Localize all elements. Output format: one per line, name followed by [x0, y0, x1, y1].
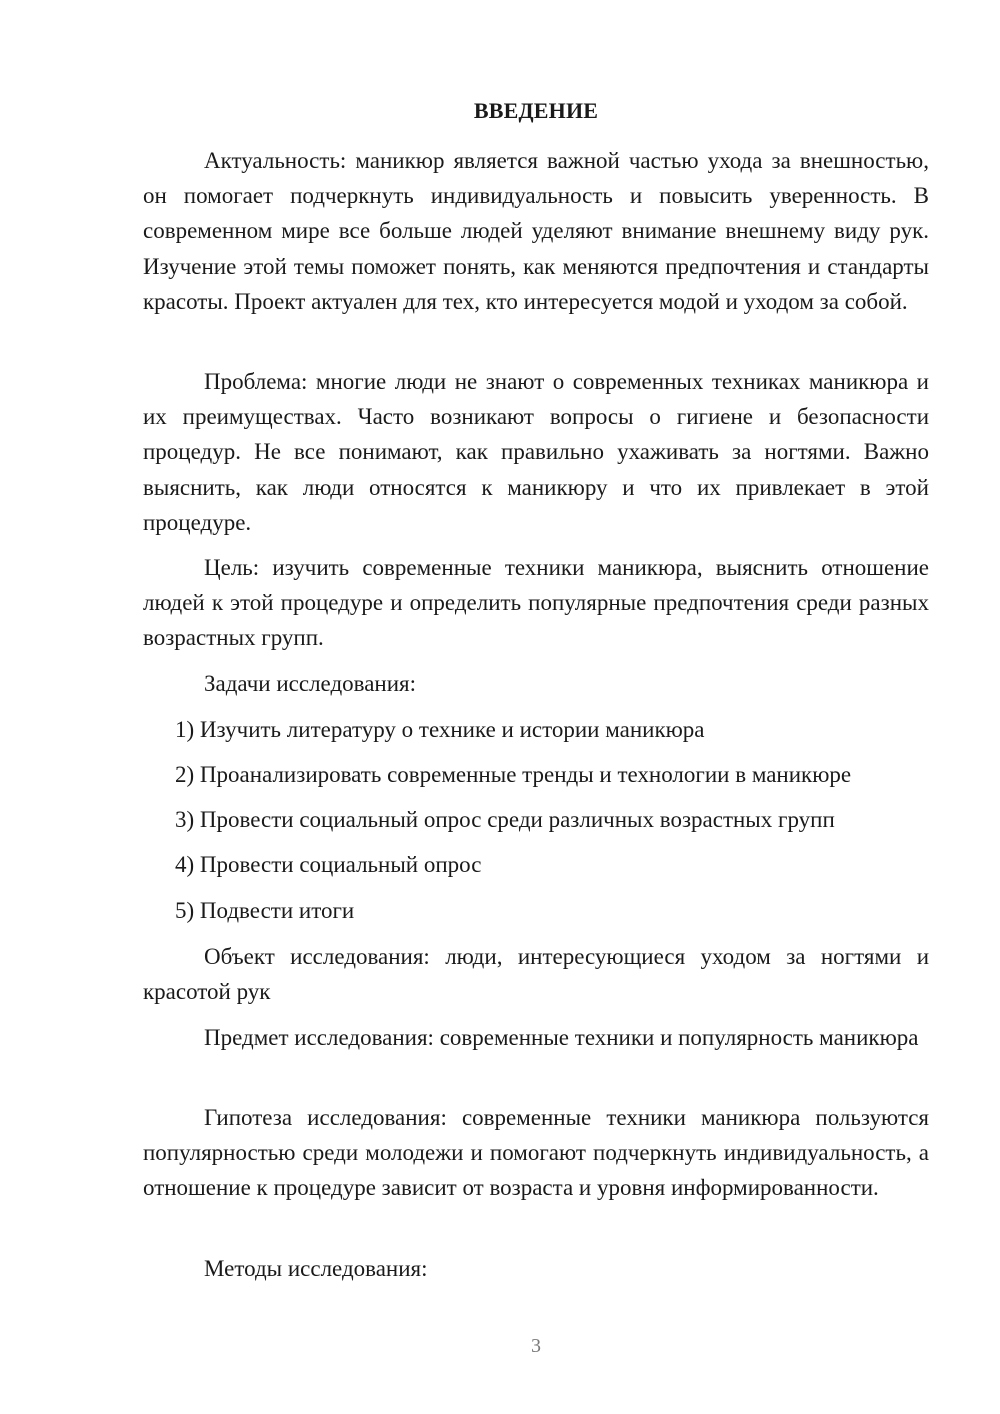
research-object-paragraph: Объект исследования: люди, интересующиеся уходом за ногтями и красотой рук: [143, 944, 929, 1005]
task-item-5: 5) Подвести итоги: [175, 898, 355, 923]
tasks-heading: Задачи исследования:: [204, 671, 417, 696]
page-number: 3: [531, 1335, 541, 1357]
task-item-1: 1) Изучить литературу о технике и истории маникюра: [175, 717, 705, 742]
task-item-3: 3) Провести социальный опрос среди различных возрастных групп: [175, 807, 835, 832]
research-subject-paragraph: Предмет исследования: современные техники и популярность маникюра: [204, 1025, 919, 1050]
section-title: ВВЕДЕНИЕ: [473, 98, 599, 123]
goal-paragraph: Цель: изучить современные техники маникюра, выяснить отношение людей к этой процедуре и определить популярные предпочтения среди разных возрастных групп.: [143, 555, 929, 651]
problem-paragraph: Проблема: многие люди не знают о современных техниках маникюра и их преимуществах. Часто возникают вопросы о гигиене и безопасности процедур. Не все понимают, как правильно ухаживать за ногтями. Важно выяснить, как люди относятся к маникюру и что их привлекает в этой процедуре.: [143, 369, 929, 535]
task-item-2: 2) Проанализировать современные тренды и технологии в маникюре: [175, 762, 852, 787]
hypothesis-paragraph: Гипотеза исследования: современные техники маникюра пользуются популярностью среди молодежи и помогают подчеркнуть индивидуальность, а отношение к процедуре зависит от возраста и уровня информированности.: [143, 1105, 929, 1201]
task-item-4: 4) Провести социальный опрос: [175, 852, 482, 877]
methods-heading: Методы исследования:: [204, 1256, 428, 1281]
relevance-paragraph: Актуальность: маникюр является важной частью ухода за внешностью, он помогает подчеркнуть индивидуальность и повысить уверенность. В современном мире все больше людей уделяют внимание внешнему виду рук. Изучение этой темы поможет понять, как меняются предпочтения и стандарты красоты. Проект актуален для тех, кто интересуется модой и уходом за собой.: [143, 148, 929, 314]
